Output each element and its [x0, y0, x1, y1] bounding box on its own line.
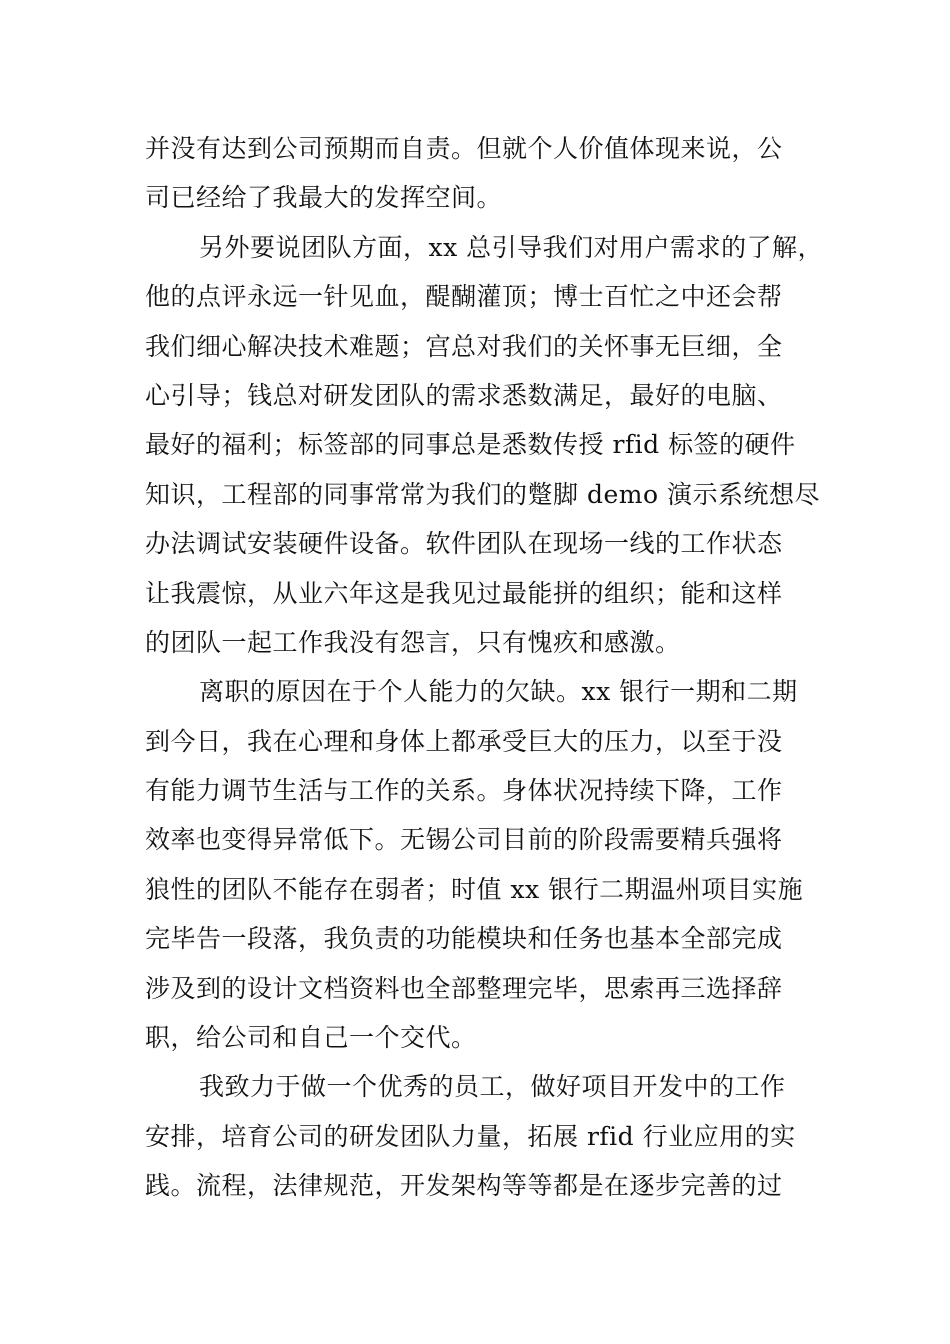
- paragraph-start-line: 另外要说团队方面，xx 总引导我们对用户需求的了解，: [199, 232, 824, 262]
- text-line: 我们细心解决技术难题；宫总对我们的关怀事无巨细，全: [145, 331, 783, 361]
- text-line: 心引导；钱总对研发团队的需求悉数满足，最好的电脑、: [145, 380, 783, 410]
- text-line: 并没有达到公司预期而自责。但就个人价值体现来说，公: [145, 134, 783, 163]
- text-line: 司已经给了我最大的发挥空间。: [145, 183, 503, 213]
- text-line: 的团队一起工作我没有怨言，只有愧疚和感激。: [145, 627, 681, 657]
- paragraph-start-line: 离职的原因在于个人能力的欠缺。xx 银行一期和二期: [199, 677, 798, 707]
- text-line: 狼性的团队不能存在弱者；时值 xx 银行二期温州项目实施: [145, 874, 804, 904]
- text-line: 知识，工程部的同事常常为我们的蹩脚 demo 演示系统想尽: [145, 479, 820, 509]
- paragraph-start-line: 我致力于做一个优秀的员工，做好项目开发中的工作: [199, 1072, 786, 1102]
- text-line: 涉及到的设计文档资料也全部整理完毕，思索再三选择辞: [145, 973, 783, 1003]
- text-line: 最好的福利；标签部的同事总是悉数传授 rfid 标签的硬件: [145, 430, 796, 460]
- document-body: [145, 124, 825, 1211]
- text-line: 职，给公司和自己一个交代。: [145, 1023, 477, 1053]
- text-line: 有能力调节生活与工作的关系。身体状况持续下降，工作: [145, 776, 783, 806]
- text-line: 安排，培育公司的研发团队力量，拓展 rfid 行业应用的实: [145, 1121, 796, 1151]
- text-line: 到今日，我在心理和身体上都承受巨大的压力，以至于没: [145, 726, 783, 756]
- text-line: 践。流程，法律规范，开发架构等等都是在逐步完善的过: [145, 1171, 783, 1201]
- text-line: 办法调试安装硬件设备。软件团队在现场一线的工作状态: [145, 529, 783, 559]
- text-line: 完毕告一段落，我负责的功能模块和任务也基本全部完成: [145, 924, 783, 954]
- text-line: 效率也变得异常低下。无锡公司目前的阶段需要精兵强将: [145, 825, 783, 855]
- text-line: 他的点评永远一针见血，醍醐灌顶；博士百忙之中还会帮: [145, 282, 783, 312]
- text-line: 让我震惊，从业六年这是我见过最能拼的组织；能和这样: [145, 578, 783, 608]
